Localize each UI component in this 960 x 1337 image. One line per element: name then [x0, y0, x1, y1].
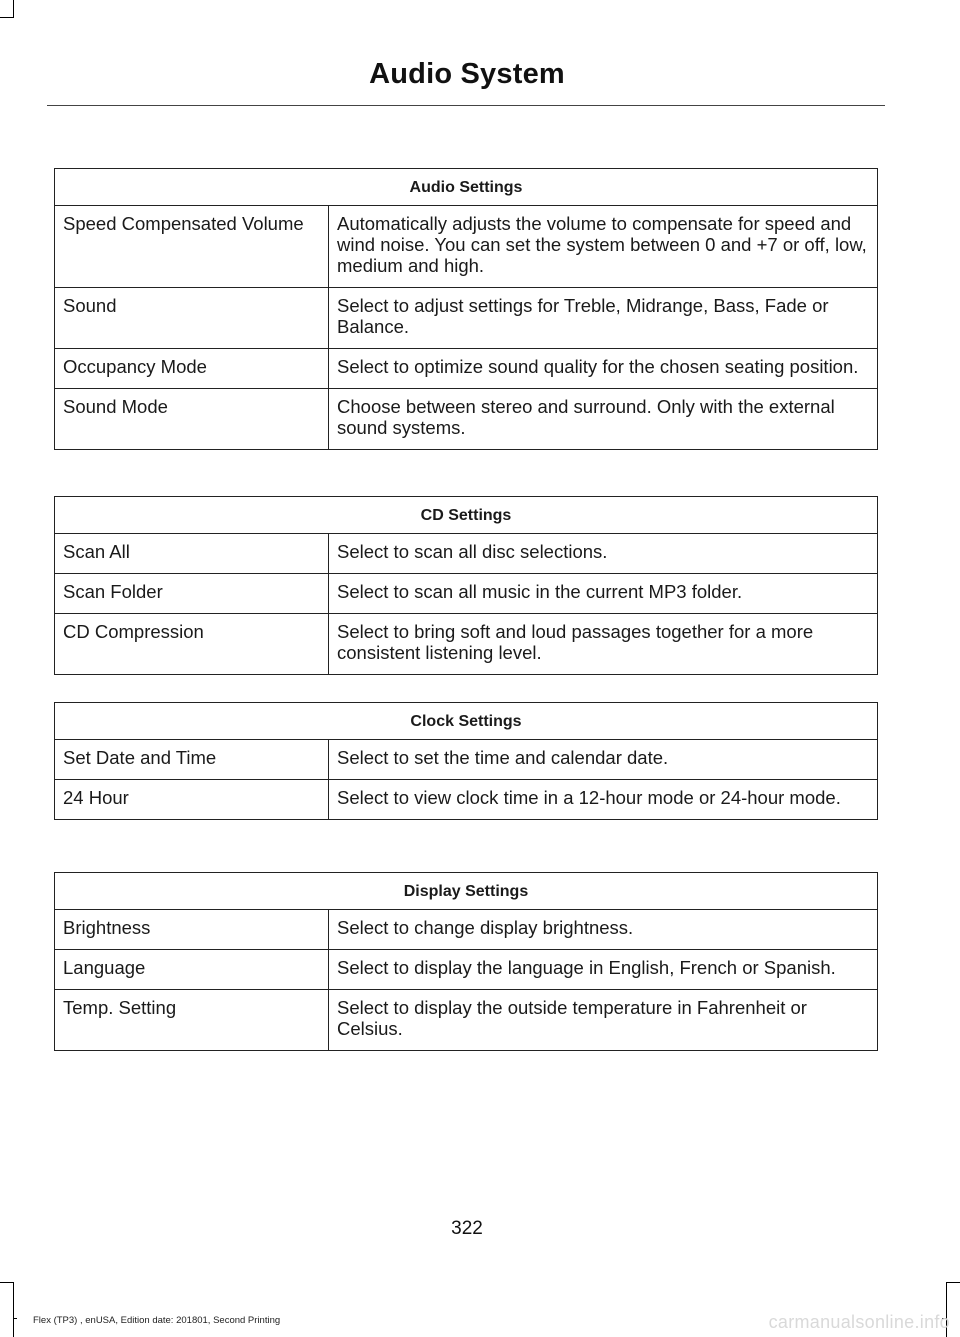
setting-description: Select to set the time and calendar date.	[329, 740, 878, 780]
table-title: Clock Settings	[55, 703, 878, 740]
setting-label: Brightness	[55, 910, 329, 950]
cd-settings-table	[54, 496, 878, 675]
clock-settings-table	[54, 702, 878, 820]
page-number: 322	[451, 1218, 483, 1239]
setting-label: Temp. Setting	[55, 990, 329, 1051]
table-row	[55, 780, 878, 820]
setting-label: Sound Mode	[55, 389, 329, 450]
crop-mark	[0, 17, 14, 18]
table-row	[55, 288, 878, 349]
table-title: Audio Settings	[55, 169, 878, 206]
crop-mark	[13, 1318, 17, 1319]
table-row	[55, 574, 878, 614]
audio-settings-table	[54, 168, 878, 450]
table-title: CD Settings	[55, 497, 878, 534]
setting-description: Automatically adjusts the volume to compensate for speed and wind noise. You can set the system between 0 and +7 or off, low, medium and high.	[329, 206, 878, 288]
setting-description: Select to display the language in English, French or Spanish.	[329, 950, 878, 990]
edition-footer: Flex (TP3) , enUSA, Edition date: 201801, Second Printing	[33, 1315, 281, 1326]
setting-label: Set Date and Time	[55, 740, 329, 780]
crop-mark	[0, 1282, 14, 1283]
display-settings-table	[54, 872, 878, 1051]
setting-label: Scan All	[55, 534, 329, 574]
crop-mark	[13, 0, 14, 18]
setting-label: Occupancy Mode	[55, 349, 329, 389]
crop-mark	[946, 1282, 960, 1283]
table-row	[55, 206, 878, 288]
setting-label: Sound	[55, 288, 329, 349]
table-row	[55, 534, 878, 574]
table-row	[55, 389, 878, 450]
setting-label: CD Compression	[55, 614, 329, 675]
setting-description: Select to scan all disc selections.	[329, 534, 878, 574]
setting-description: Select to bring soft and loud passages together for a more consistent listening level.	[329, 614, 878, 675]
table-row	[55, 910, 878, 950]
setting-label: Language	[55, 950, 329, 990]
header-divider	[47, 105, 885, 106]
setting-description: Choose between stereo and surround. Only with the external sound systems.	[329, 389, 878, 450]
watermark: carmanualsonline.info	[768, 1312, 950, 1332]
table-row	[55, 950, 878, 990]
table-row	[55, 990, 878, 1051]
page-title: Audio System	[369, 58, 565, 90]
table-row	[55, 740, 878, 780]
setting-description: Select to optimize sound quality for the chosen seating position.	[329, 349, 878, 389]
setting-label: Scan Folder	[55, 574, 329, 614]
table-title: Display Settings	[55, 873, 878, 910]
table-row	[55, 349, 878, 389]
setting-description: Select to view clock time in a 12-hour mode or 24-hour mode.	[329, 780, 878, 820]
setting-description: Select to display the outside temperature in Fahrenheit or Celsius.	[329, 990, 878, 1051]
setting-label: 24 Hour	[55, 780, 329, 820]
setting-description: Select to scan all music in the current MP3 folder.	[329, 574, 878, 614]
setting-description: Select to change display brightness.	[329, 910, 878, 950]
setting-label: Speed Compensated Volume	[55, 206, 329, 288]
crop-mark	[13, 1282, 14, 1337]
setting-description: Select to adjust settings for Treble, Midrange, Bass, Fade or Balance.	[329, 288, 878, 349]
table-row	[55, 614, 878, 675]
